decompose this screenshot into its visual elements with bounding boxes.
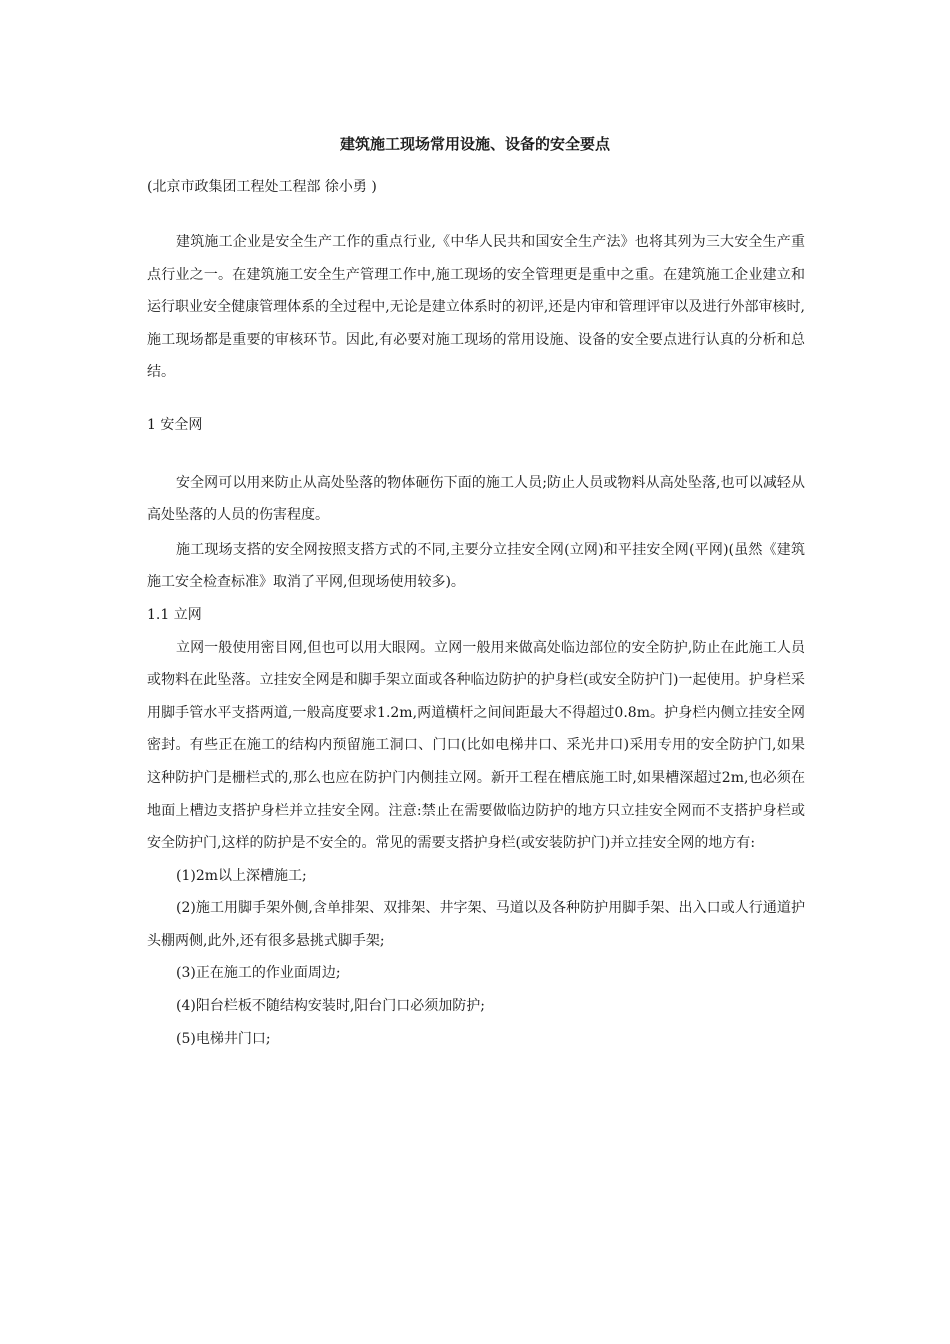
list-item: (2)施工用脚手架外侧,含单排架、双排架、井字架、马道以及各种防护用脚手架、出入口或人行通道护头棚两侧,此外,还有很多悬挑式脚手架; [147,900,805,949]
author-byline: (北京市政集团工程处工程部 徐小勇 ) [147,179,377,195]
intro-paragraph: 建筑施工企业是安全生产工作的重点行业,《中华人民共和国安全生产法》也将其列为三大安全生产重点行业之一。在建筑施工安全生产管理工作中,施工现场的安全管理更是重中之重。在建筑施工企业建立和运行职业安全健康管理体系的全过程中,无论是建立体系时的初评,还是内审和管理评审以及进行外部审核时,施工现场都是重要的审核环节。因此,有必要对施工现场的常用设施、设备的安全要点进行认真的分析和总结。 [147,234,805,381]
paragraph: 立网一般使用密目网,但也可以用大眼网。立网一般用来做高处临边部位的安全防护,防止在此施工人员或物料在此坠落。立挂安全网是和脚手架立面或各种临边防护的护身栏(或安全防护门)一起使用。护身栏采用脚手管水平支搭两道,一般高度要求1.2m,两道横杆之间间距最大不得超过0.8m。护身栏内侧立挂安全网密封。有些正在施工的结构内预留施工洞口、门口(比如电梯井口、采光井口)采用专用的安全防护门,如果这种防护门是栅栏式的,那么也应在防护门内侧挂立网。新开工程在槽底施工时,如果槽深超过2m,也必须在地面上槽边支搭护身栏并立挂安全网。注意:禁止在需要做临边防护的地方只立挂安全网而不支搭护身栏或安全防护门,这样的防护是不安全的。常见的需要支搭护身栏(或安装防护门)并立挂安全网的地方有: [147,639,805,852]
document-body [147,226,805,1055]
list-item: (5)电梯井门口; [176,1030,271,1047]
paragraph: 安全网可以用来防止从高处坠落的物体砸伤下面的施工人员;防止人员或物料从高处坠落,也可以减轻从高处坠落的人员的伤害程度。 [147,474,805,524]
paragraph: 施工现场支搭的安全网按照支搭方式的不同,主要分立挂安全网(立网)和平挂安全网(平网)(虽然《建筑施工安全检查标准》取消了平网,但现场使用较多)。 [147,541,805,591]
list-item: (3)正在施工的作业面周边; [176,965,341,982]
document-title: 建筑施工现场常用设施、设备的安全要点 [339,135,610,153]
section-heading-vertical-net: 1.1 立网 [147,606,202,623]
section-heading-safety-net: 1 安全网 [147,416,203,433]
list-item: (4)阳台栏板不随结构安装时,阳台门口必须加防护; [176,998,485,1015]
list-item: (1)2m以上深槽施工; [176,867,307,884]
